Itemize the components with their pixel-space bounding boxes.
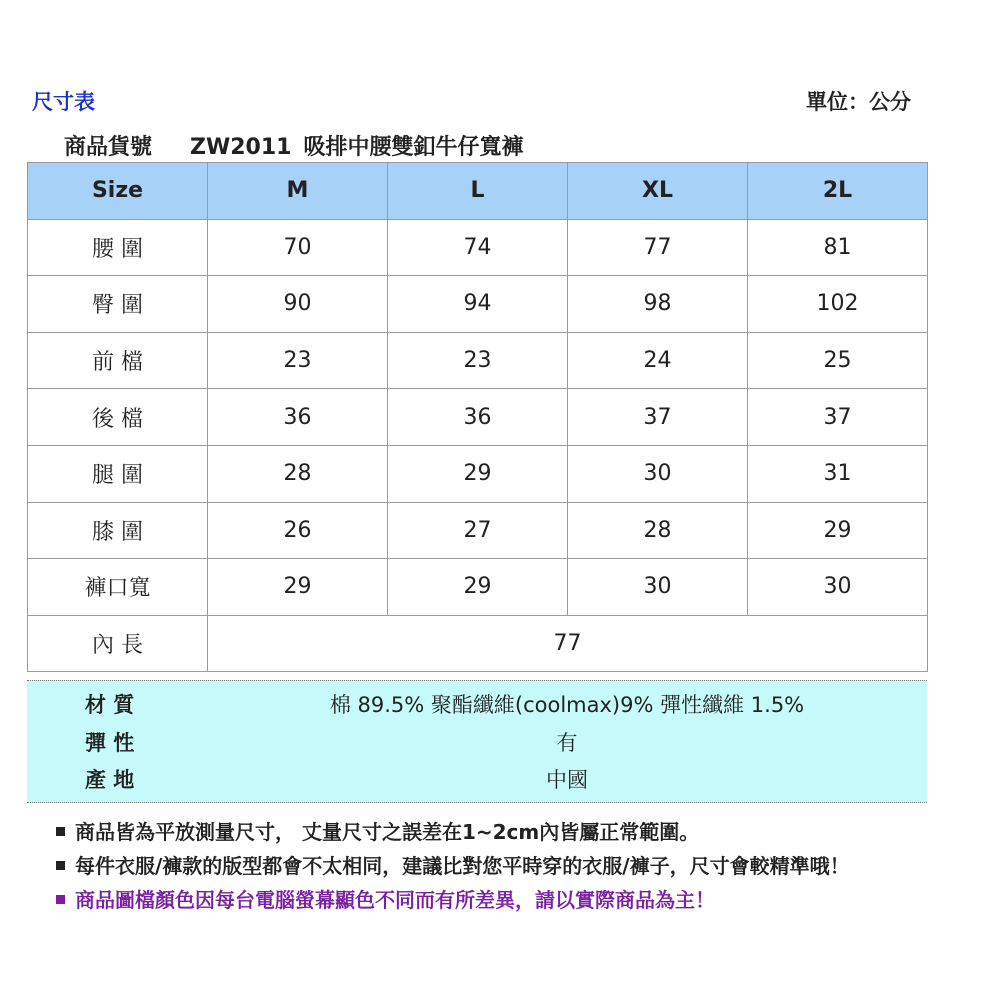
product-code: ZW2011: [190, 135, 292, 160]
unit-label: 單位：公分: [806, 90, 911, 114]
size-table: [27, 162, 928, 672]
table-cell: 23: [388, 332, 568, 389]
row-label: 膝 圍: [28, 502, 208, 559]
table-cell: 102: [748, 276, 928, 333]
size-chart-title: 尺寸表: [32, 90, 95, 114]
table-cell: 94: [388, 276, 568, 333]
table-cell: 30: [568, 559, 748, 616]
row-label: 褲口寬: [28, 559, 208, 616]
table-cell: 28: [568, 502, 748, 559]
table-cell: 29: [388, 445, 568, 502]
note-text: 商品皆為平放測量尺寸， 丈量尺寸之誤差在1~2cm內皆屬正常範圍。: [75, 820, 700, 844]
table-cell: 98: [568, 276, 748, 333]
table-cell: 77: [568, 219, 748, 276]
bullet-icon: [56, 861, 65, 870]
material-section: [27, 680, 927, 803]
table-row: [28, 332, 928, 389]
table-cell: 31: [748, 445, 928, 502]
table-cell: 37: [568, 389, 748, 446]
bullet-icon: [56, 895, 65, 904]
table-cell: 30: [568, 445, 748, 502]
elasticity-label: 彈 性: [85, 731, 135, 755]
table-cell: 24: [568, 332, 748, 389]
table-cell: 81: [748, 219, 928, 276]
table-row: [28, 276, 928, 333]
table-cell: 70: [208, 219, 388, 276]
row-label: 臀 圍: [28, 276, 208, 333]
table-cell: 29: [748, 502, 928, 559]
note-fit: [56, 849, 850, 883]
note-measurement: [56, 815, 850, 849]
notes-list: [56, 815, 850, 917]
table-cell: 29: [388, 559, 568, 616]
inseam-value: 77: [208, 615, 928, 672]
material-row: [27, 689, 927, 723]
table-row: [28, 502, 928, 559]
table-cell: 37: [748, 389, 928, 446]
table-header-row: [28, 163, 928, 220]
table-cell: 23: [208, 332, 388, 389]
table-cell: 90: [208, 276, 388, 333]
note-color: [56, 883, 850, 917]
table-cell: 29: [208, 559, 388, 616]
table-cell: 36: [208, 389, 388, 446]
origin-label: 產 地: [85, 768, 135, 792]
table-cell: 74: [388, 219, 568, 276]
material-label: 材 質: [85, 693, 135, 717]
table-row: [28, 559, 928, 616]
col-header-2l: 2L: [748, 163, 928, 220]
note-text: 商品圖檔顏色因每台電腦螢幕顯色不同而有所差異，請以實際商品為主！: [75, 888, 715, 912]
row-label: 前 檔: [28, 332, 208, 389]
row-label: 腿 圍: [28, 445, 208, 502]
col-header-size: Size: [28, 163, 208, 220]
table-cell: 36: [388, 389, 568, 446]
col-header-l: L: [388, 163, 568, 220]
product-info: [64, 130, 523, 161]
col-header-m: M: [208, 163, 388, 220]
origin-value: 中國: [546, 768, 588, 792]
table-row: [28, 389, 928, 446]
table-cell: 26: [208, 502, 388, 559]
table-row: [28, 219, 928, 276]
product-name: 吸排中腰雙釦牛仔寬褲: [303, 135, 524, 160]
table-cell: 30: [748, 559, 928, 616]
row-label: 腰 圍: [28, 219, 208, 276]
row-label: 內 長: [28, 615, 208, 672]
table-row-inseam: [28, 615, 928, 672]
elasticity-row: [27, 727, 927, 761]
product-label: 商品貨號: [64, 135, 153, 160]
row-label: 後 檔: [28, 389, 208, 446]
material-value: 棉 89.5% 聚酯纖維(coolmax)9% 彈性纖維 1.5%: [329, 693, 805, 717]
origin-row: [27, 764, 927, 798]
col-header-xl: XL: [568, 163, 748, 220]
bullet-icon: [56, 827, 65, 836]
table-cell: 25: [748, 332, 928, 389]
elasticity-value: 有: [556, 731, 578, 755]
table-row: [28, 445, 928, 502]
note-text: 每件衣服/褲款的版型都會不太相同，建議比對您平時穿的衣服/褲子，尺寸會較精準哦！: [75, 854, 850, 878]
table-cell: 27: [388, 502, 568, 559]
table-cell: 28: [208, 445, 388, 502]
